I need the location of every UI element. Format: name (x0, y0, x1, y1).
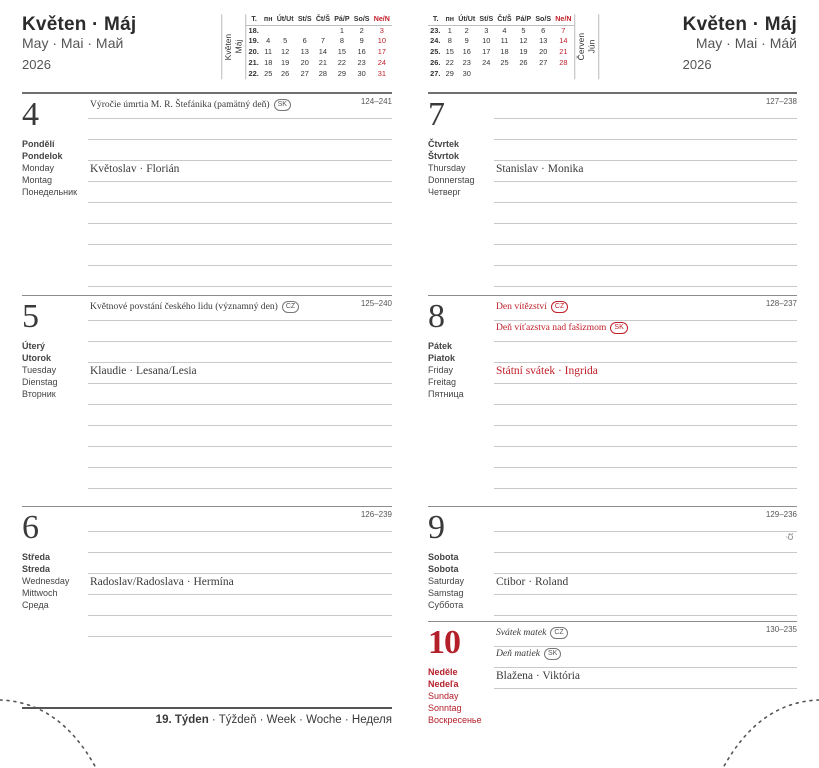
day-block-6[interactable] (22, 506, 392, 717)
mini-day-cell[interactable]: 5 (521, 25, 526, 35)
day-5-label-col (22, 300, 84, 401)
mini-day-cell[interactable] (296, 25, 314, 36)
day-block-7[interactable] (428, 92, 797, 295)
day-6-saint: Radoslav/Radoslava · Hermína (90, 576, 234, 588)
day-9-line-3[interactable] (494, 553, 797, 574)
day-8-number: 8 (428, 298, 444, 335)
day-9-side-marker: Čt (788, 533, 795, 540)
day-7-line-4[interactable] (494, 161, 797, 182)
day-8-line-7[interactable] (494, 426, 797, 447)
day-4-code: 124–241 (360, 97, 392, 106)
mini-week-number: 18. (248, 25, 259, 35)
left-year: 2026 (22, 56, 51, 72)
day-7-lines (494, 98, 797, 287)
day-8-line-8[interactable] (494, 447, 797, 468)
mini-week-row (246, 58, 392, 69)
day-4-line-1[interactable] (88, 98, 392, 119)
mini-day-cell[interactable]: 26 (281, 68, 290, 78)
day-8-line-6[interactable] (494, 405, 797, 426)
mini-day-cell[interactable]: 16 (462, 47, 471, 57)
day-5-line-3[interactable] (88, 342, 392, 363)
right-day-column (428, 92, 797, 731)
day-7-number: 7 (428, 96, 444, 133)
mini-day-cell[interactable]: 25 (264, 68, 273, 78)
mini-week-row (246, 36, 392, 47)
right-header (428, 14, 797, 92)
mini-col-header: Pá/P (332, 14, 352, 25)
mini-day-cell[interactable]: 13 (300, 47, 309, 57)
day-4-number: 4 (22, 96, 38, 133)
day-4-event: Výročie úmrtia M. R. Štefánika (pamätný deň) SK (90, 99, 291, 111)
day-8-event-1: Den vítězství CZ (496, 301, 568, 313)
mini-week-row (246, 25, 392, 36)
day-7-label-col (428, 98, 490, 199)
day-9-saint: Ctibor · Roland (496, 576, 569, 588)
mini-day-cell[interactable]: 26 (519, 57, 528, 67)
mini-day-cell[interactable]: 9 (359, 36, 364, 46)
week-languages: · Týždeň · Week · Woche · Неделя (208, 714, 392, 726)
day-8-label-col (428, 300, 490, 401)
mini-day-cell[interactable]: 23 (462, 57, 471, 67)
day-4-line-2[interactable] (88, 119, 392, 140)
mini-day-cell[interactable]: 15 (445, 47, 454, 57)
day-5-line-7[interactable] (88, 426, 392, 447)
day-6-number: 6 (22, 509, 38, 546)
mini-week-number: 24. (430, 36, 441, 46)
mini-day-cell[interactable]: 11 (264, 47, 273, 57)
mini-day-cell[interactable] (275, 25, 296, 36)
day-7-saint: Stanislav · Monika (496, 163, 584, 175)
week-footer (22, 707, 392, 726)
mini-day-cell[interactable]: 30 (357, 68, 366, 78)
flag-cz-icon: CZ (550, 627, 567, 639)
mini-day-cell[interactable]: 12 (281, 47, 290, 57)
mini-day-cell[interactable]: 19 (281, 57, 290, 67)
right-mini-calendar (428, 14, 599, 79)
day-8-names: Pátek Piatok Friday Freitag Пятница (428, 341, 464, 399)
day-8-lines (494, 300, 797, 489)
day-7-code: 127–238 (765, 97, 797, 106)
day-9-code: 129–236 (765, 510, 797, 519)
mini-week-number: 27. (430, 68, 441, 78)
day-block-9[interactable] (428, 506, 797, 621)
day-10-saint: Blažena · Viktória (496, 670, 581, 682)
mini-day-cell[interactable]: 4 (266, 36, 271, 46)
right-year: 2026 (682, 56, 712, 72)
day-9-lines (494, 511, 797, 616)
mini-day-cell[interactable]: 6 (302, 36, 307, 46)
day-8-line-5[interactable] (494, 384, 797, 405)
mini-week-row (428, 36, 574, 47)
day-8-code: 128–237 (765, 299, 797, 308)
mini-day-cell[interactable]: 18 (500, 47, 509, 57)
day-10-event-1: Svátek matek CZ (496, 627, 568, 639)
flag-sk-icon: SK (610, 322, 627, 334)
day-9-line-4[interactable] (494, 574, 797, 595)
day-9-line-1[interactable] (494, 510, 797, 540)
mini-day-cell[interactable]: 3 (379, 25, 384, 35)
mini-day-cell[interactable] (553, 69, 573, 80)
mini-day-cell[interactable]: 21 (318, 57, 328, 67)
mini-day-cell[interactable]: 16 (357, 47, 366, 57)
mini-day-cell[interactable]: 6 (541, 25, 546, 35)
day-4-line-8[interactable] (88, 245, 392, 266)
day-5-line-9[interactable] (88, 468, 392, 489)
flag-cz-icon: CZ (282, 301, 299, 313)
mini-day-cell[interactable] (477, 69, 495, 80)
mini-col-header: St/S (477, 14, 495, 25)
mini-day-cell[interactable]: 23 (357, 57, 366, 67)
day-5-names: Úterý Utorok Tuesday Dienstag Вторник (22, 341, 58, 399)
mini-col-header: So/S (533, 14, 553, 25)
day-6-line-5[interactable] (88, 595, 392, 616)
mini-col-header: Ne/N (553, 14, 573, 25)
mini-day-cell[interactable]: 24 (482, 57, 491, 67)
day-7-line-1[interactable] (494, 98, 797, 119)
mini-week-number: 20. (248, 47, 259, 57)
day-8-event-2: Deň víťazstva nad fašizmom SK (496, 322, 628, 334)
mini-day-cell[interactable] (262, 25, 275, 36)
day-9-names: Sobota Sobota Saturday Samstag Суббота (428, 552, 465, 610)
mini-week-row (246, 69, 392, 80)
day-7-line-9[interactable] (494, 266, 797, 287)
day-5-line-8[interactable] (88, 447, 392, 468)
day-7-names: Čtvrtek Štvrtok Thursday Donnerstag Четверг (428, 139, 475, 197)
mini-day-cell[interactable]: 21 (559, 47, 568, 57)
day-6-line-4[interactable] (88, 574, 392, 595)
mini-day-cell[interactable]: 25 (500, 57, 509, 67)
day-6-lines (88, 511, 392, 637)
flag-sk-icon: SK (544, 648, 561, 660)
right-mini-month-label: Červen Jún (574, 14, 599, 79)
mini-day-cell[interactable]: 2 (464, 25, 469, 35)
day-5-number: 5 (22, 298, 38, 335)
day-10-names: Neděle Nedeľa Sunday Sonntag Воскресенье (428, 667, 482, 725)
day-8-line-1[interactable] (494, 300, 797, 321)
mini-day-cell[interactable]: 5 (283, 36, 288, 46)
day-9-label-col (428, 511, 490, 612)
day-5-line-4[interactable] (88, 363, 392, 384)
mini-day-cell[interactable]: 20 (539, 47, 548, 57)
mini-day-cell[interactable]: 4 (502, 25, 507, 35)
day-9-line-2[interactable] (494, 532, 797, 553)
mini-week-number: 19. (248, 36, 259, 46)
day-8-line-3[interactable] (494, 342, 797, 363)
mini-week-number: 21. (248, 57, 259, 67)
day-5-lines (88, 300, 392, 489)
mini-day-cell[interactable]: 12 (519, 36, 528, 46)
mini-week-number: 25. (430, 47, 441, 57)
right-page (410, 0, 819, 768)
day-10-line-3[interactable] (494, 668, 797, 689)
day-5-line-5[interactable] (88, 384, 392, 405)
mini-day-cell[interactable]: 29 (337, 68, 346, 78)
mini-day-cell[interactable]: 3 (484, 25, 489, 35)
mini-day-cell[interactable] (533, 69, 553, 80)
day-block-8[interactable] (428, 295, 797, 506)
mini-col-header: Čt/Š (495, 14, 513, 25)
mini-col-header: пн (262, 14, 275, 25)
mini-col-header: Pá/P (514, 14, 534, 25)
day-9-line-5[interactable] (494, 595, 797, 616)
left-mini-month-label: Květen Máj (221, 14, 246, 79)
mini-day-cell[interactable]: 30 (462, 68, 471, 78)
day-4-names: Pondělí Pondelok Monday Montag Понедельник (22, 139, 78, 197)
day-4-line-3[interactable] (88, 140, 392, 161)
day-7-line-2[interactable] (494, 119, 797, 140)
mini-col-header: Út/Ut (456, 14, 477, 25)
mini-day-cell[interactable]: 1 (339, 25, 344, 35)
mini-day-cell[interactable]: 22 (445, 57, 454, 67)
mini-day-cell[interactable]: 27 (539, 57, 548, 67)
day-9-number: 9 (428, 509, 444, 546)
day-6-line-2[interactable] (88, 532, 392, 553)
mini-day-cell[interactable]: 17 (482, 47, 491, 57)
mini-day-cell[interactable]: 10 (377, 36, 386, 46)
day-4-line-9[interactable] (88, 266, 392, 287)
day-5-saint: Klaudie · Lesana/Lesia (90, 365, 197, 377)
right-mini-table (428, 14, 574, 79)
day-7-line-7[interactable] (494, 224, 797, 245)
day-6-code: 126–239 (360, 510, 392, 519)
left-header (22, 14, 392, 92)
left-mini-calendar (221, 14, 392, 79)
mini-week-row (428, 58, 574, 69)
day-6-label-col (22, 511, 84, 612)
day-4-line-7[interactable] (88, 224, 392, 245)
mini-day-cell[interactable]: 15 (337, 47, 346, 57)
mini-week-row (428, 69, 574, 80)
day-4-label-col (22, 98, 84, 199)
mini-col-header: Ne/N (372, 14, 392, 25)
mini-col-header: T. (246, 14, 261, 25)
mini-week-number: 22. (248, 68, 259, 78)
day-4-saint: Květoslav · Florián (90, 163, 180, 175)
day-block-10[interactable] (428, 621, 797, 731)
day-7-line-3[interactable] (494, 140, 797, 161)
day-6-line-6[interactable] (88, 616, 392, 637)
day-5-line-2[interactable] (88, 321, 392, 342)
day-10-label-col (428, 626, 490, 727)
day-8-line-9[interactable] (494, 468, 797, 489)
left-month-subtitle: May · Mai · Май (22, 35, 124, 52)
mini-day-cell[interactable]: 22 (337, 57, 346, 67)
day-5-event: Květnové povstání českého lidu (významný den) CZ (90, 301, 299, 313)
day-block-4[interactable] (22, 92, 392, 295)
mini-day-cell[interactable]: 7 (320, 36, 325, 46)
day-10-event-2: Deň matiek SK (496, 648, 561, 660)
mini-day-cell[interactable]: 29 (445, 68, 454, 78)
left-month-title: Květen · Máj (22, 14, 137, 35)
flag-cz-icon: CZ (551, 301, 568, 313)
left-day-column (22, 92, 392, 717)
mini-day-cell[interactable]: 11 (500, 36, 509, 46)
mini-day-cell[interactable]: 20 (300, 57, 309, 67)
day-5-line-1[interactable] (88, 300, 392, 321)
day-10-lines (494, 626, 797, 689)
mini-day-cell[interactable]: 28 (318, 68, 328, 78)
right-month-block (683, 14, 797, 72)
mini-week-row (246, 47, 392, 58)
mini-col-header: Čt/Š (314, 14, 332, 25)
mini-day-cell[interactable] (495, 69, 513, 80)
flag-sk-icon: SK (274, 99, 291, 111)
mini-day-cell[interactable]: 8 (339, 36, 344, 46)
mini-week-row (428, 25, 574, 36)
mini-week-row (428, 47, 574, 58)
mini-col-header: Út/Ut (275, 14, 296, 25)
left-mini-table (246, 14, 392, 79)
mini-day-cell[interactable] (514, 69, 534, 80)
left-month-block (22, 14, 136, 72)
day-block-5[interactable] (22, 295, 392, 506)
day-7-line-6[interactable] (494, 203, 797, 224)
mini-day-cell[interactable]: 14 (318, 47, 328, 57)
day-6-line-3[interactable] (88, 553, 392, 574)
mini-day-cell[interactable]: 7 (561, 25, 566, 35)
mini-col-header: So/S (352, 14, 372, 25)
mini-col-header: T. (428, 14, 443, 25)
day-10-line-1[interactable] (494, 626, 797, 647)
mini-day-cell[interactable]: 31 (377, 68, 386, 78)
day-6-names: Středa Streda Wednesday Mittwoch Среда (22, 552, 70, 610)
mini-col-header: St/S (296, 14, 314, 25)
mini-day-cell[interactable]: 27 (300, 68, 309, 78)
day-7-line-8[interactable] (494, 245, 797, 266)
day-10-code: 130–235 (765, 625, 797, 634)
mini-day-cell[interactable]: 1 (447, 25, 452, 35)
day-6-line-1[interactable] (88, 511, 392, 532)
mini-week-number: 26. (430, 57, 441, 67)
day-4-lines (88, 98, 392, 287)
right-month-title: Květen · Máj (682, 14, 797, 35)
mini-day-cell[interactable]: 2 (359, 25, 364, 35)
day-5-line-6[interactable] (88, 405, 392, 426)
mini-day-cell[interactable]: 24 (377, 57, 386, 67)
day-4-line-5[interactable] (88, 182, 392, 203)
week-number: 19. Týden (155, 714, 209, 726)
mini-day-cell[interactable]: 8 (447, 36, 452, 46)
mini-col-header: пн (443, 14, 456, 25)
day-7-line-5[interactable] (494, 182, 797, 203)
mini-week-number: 23. (430, 25, 441, 35)
mini-day-cell[interactable]: 19 (519, 47, 528, 57)
mini-day-cell[interactable]: 28 (559, 57, 568, 67)
day-8-line-2[interactable] (494, 321, 797, 342)
day-4-line-6[interactable] (88, 203, 392, 224)
mini-day-cell[interactable]: 17 (377, 47, 386, 57)
day-8-saint: Státní svátek · Ingrida (496, 365, 598, 377)
right-month-subtitle: May · Mai · Máй (695, 35, 797, 52)
mini-day-cell[interactable]: 14 (559, 36, 568, 46)
day-5-code: 125–240 (360, 299, 392, 308)
day-10-line-2[interactable] (494, 647, 797, 668)
mini-day-cell[interactable]: 9 (464, 36, 469, 46)
day-8-line-4[interactable] (494, 363, 797, 384)
mini-day-cell[interactable]: 13 (539, 36, 548, 46)
day-4-line-4[interactable] (88, 161, 392, 182)
mini-day-cell[interactable]: 10 (482, 36, 491, 46)
mini-day-cell[interactable] (314, 25, 332, 36)
day-10-number: 10 (428, 624, 460, 661)
mini-day-cell[interactable]: 18 (264, 57, 273, 67)
